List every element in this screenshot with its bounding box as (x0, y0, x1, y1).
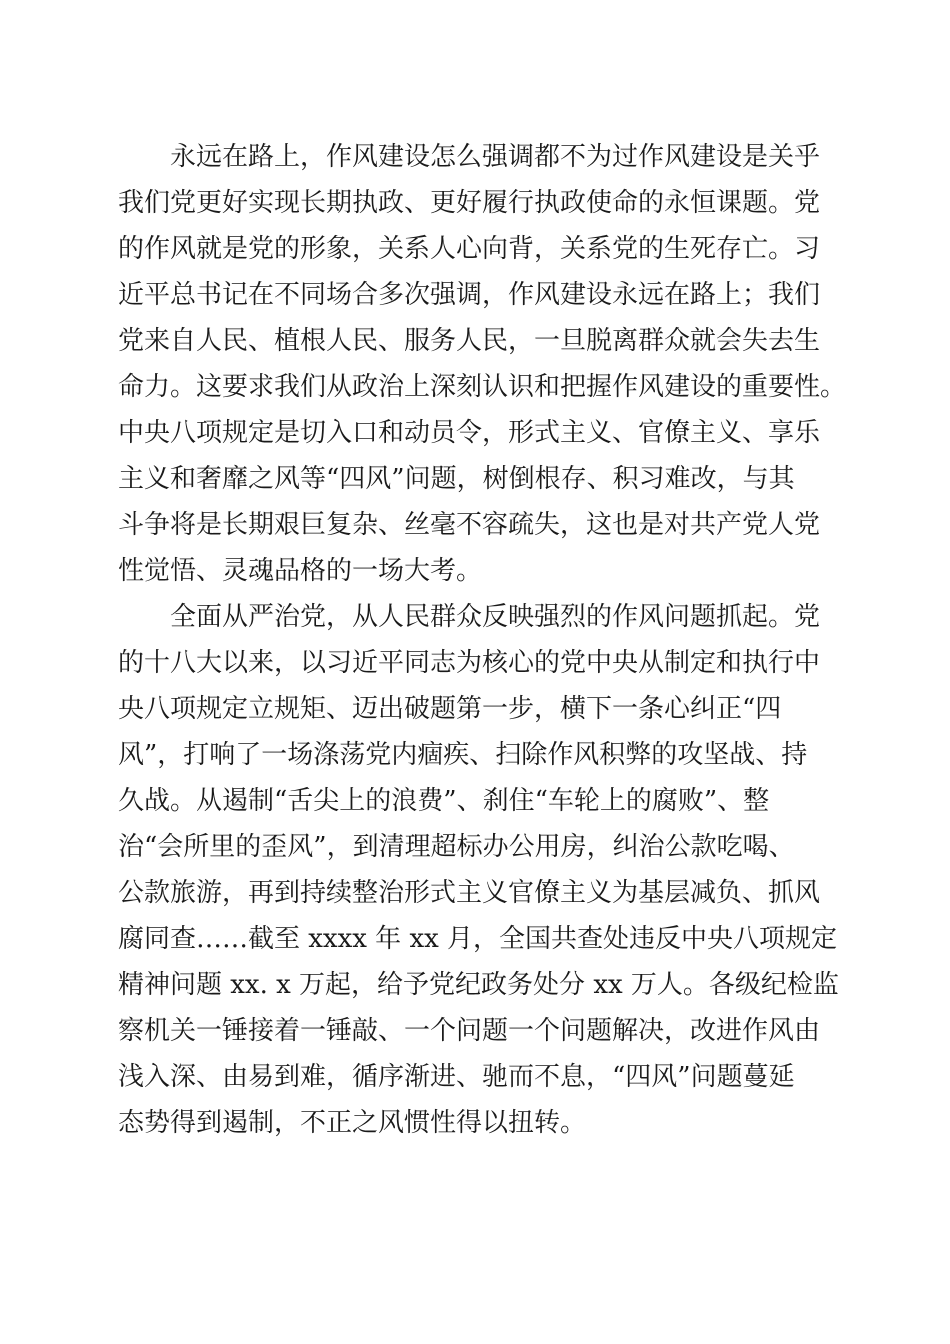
text-line: 公款旅游，再到持续整治形式主义官僚主义为基层减负、抓风 (118, 878, 821, 908)
paragraph-2 (118, 594, 839, 1146)
text-line: 党来自人民、植根人民、服务人民，一旦脱离群众就会失去生 (118, 326, 821, 356)
text-line: 风”，打响了一场涤荡党内痼疾、扫除作风积弊的攻坚战、持 (118, 740, 808, 770)
text-line: 近平总书记在不同场合多次强调，作风建设永远在路上；我们 (118, 280, 821, 310)
text-line: 斗争将是长期艰巨复杂、丝毫不容疏失，这也是对共产党人党 (118, 510, 821, 540)
text-line: 央八项规定立规矩、迈出破题第一步，横下一条心纠正“四 (118, 694, 782, 724)
text-line: 态势得到遏制，不正之风惯性得以扭转。 (118, 1108, 587, 1138)
text-line: 久战。从遏制“舌尖上的浪费”、刹住“车轮上的腐败”、整 (118, 786, 770, 816)
text-line: 性觉悟、灵魂品格的一场大考。 (118, 556, 483, 586)
text-line: 腐同查……截至 xxxx 年 xx 月，全国共查处违反中央八项规定 (118, 924, 838, 954)
text-line: 永远在路上，作风建设怎么强调都不为过作风建设是关乎 (170, 142, 821, 172)
text-line: 浅入深、由易到难，循序渐进、驰而不息，“四风”问题蔓延 (118, 1062, 795, 1092)
text-line: 全面从严治党，从人民群众反映强烈的作风问题抓起。党 (170, 602, 821, 632)
text-line: 主义和奢靡之风等“四风”问题，树倒根存、积习难改，与其 (118, 464, 795, 494)
document-body (118, 134, 847, 1146)
text-line: 的十八大以来，以习近平同志为核心的党中央从制定和执行中 (118, 648, 821, 678)
text-line: 命力。这要求我们从政治上深刻认识和把握作风建设的重要性。 (118, 372, 847, 402)
text-line: 察机关一锤接着一锤敲、一个问题一个问题解决，改进作风由 (118, 1016, 821, 1046)
text-line: 中央八项规定是切入口和动员令，形式主义、官僚主义、享乐 (118, 418, 821, 448)
text-line: 治“会所里的歪风”，到清理超标办公用房，纠治公款吃喝、 (118, 832, 795, 862)
text-line: 我们党更好实现长期执政、更好履行执政使命的永恒课题。党 (118, 188, 821, 218)
paragraph-1 (118, 134, 847, 594)
text-line: 的作风就是党的形象，关系人心向背，关系党的生死存亡。习 (118, 234, 821, 264)
text-line: 精神问题 xx. x 万起，给予党纪政务处分 xx 万人。各级纪检监 (118, 970, 839, 1000)
